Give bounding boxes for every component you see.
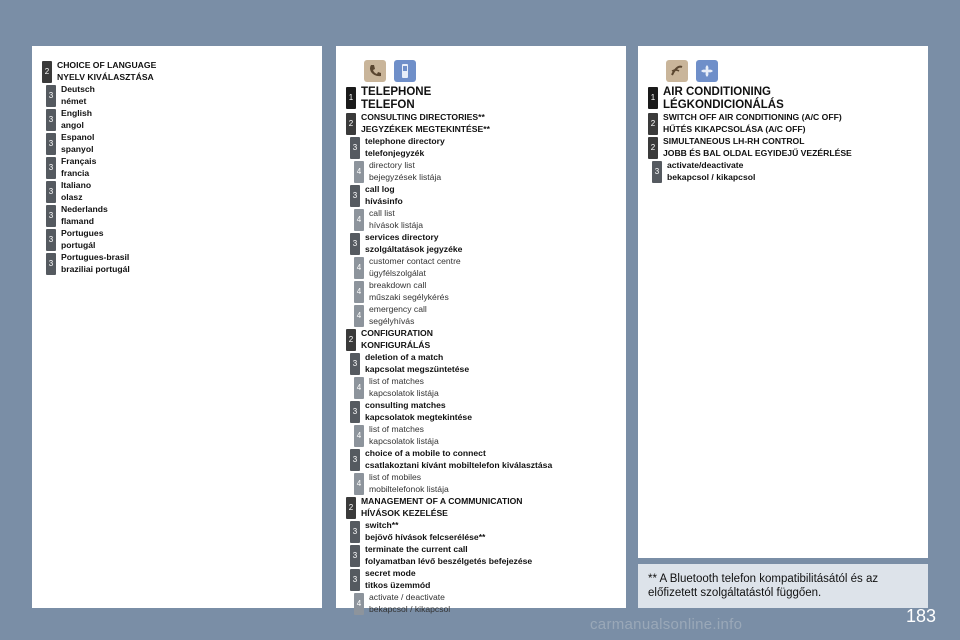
air-conditioning-title xyxy=(648,86,924,111)
air-conditioning-menu-list xyxy=(648,86,924,184)
level-badge: 3 xyxy=(350,521,360,543)
level-badge: 2 xyxy=(346,113,356,135)
menu-panel-language xyxy=(32,46,322,608)
level-badge: 3 xyxy=(46,133,56,155)
item-label-hu: bejövő hívások felcserélése** xyxy=(365,531,486,542)
level-badge: 3 xyxy=(350,449,360,471)
menu-item[interactable] xyxy=(346,496,622,519)
item-label-hu: flamand xyxy=(61,215,94,226)
item-label-en: switch** xyxy=(365,520,399,530)
menu-item[interactable] xyxy=(42,60,318,83)
menu-item[interactable] xyxy=(46,156,318,179)
item-label-hu: bekapcsol / kikapcsol xyxy=(369,603,451,614)
level-badge: 4 xyxy=(354,257,364,279)
level-badge: 3 xyxy=(350,233,360,255)
menu-item[interactable] xyxy=(354,160,622,183)
title-en: AIR CONDITIONING xyxy=(663,86,771,98)
item-label-hu: hívások listája xyxy=(369,219,423,230)
menu-item[interactable] xyxy=(354,592,622,615)
level-badge: 4 xyxy=(354,593,364,615)
item-label-en: call log xyxy=(365,184,395,194)
menu-item[interactable] xyxy=(346,328,622,351)
menu-item[interactable] xyxy=(350,184,622,207)
level-badge: 3 xyxy=(350,545,360,567)
item-label-en: directory list xyxy=(369,160,415,170)
item-label-hu: olasz xyxy=(61,191,83,202)
level-badge: 2 xyxy=(346,497,356,519)
level-badge: 4 xyxy=(354,161,364,183)
telephone-title xyxy=(346,86,622,111)
item-label-hu: HŰTÉS KIKAPCSOLÁSA (A/C OFF) xyxy=(663,123,806,134)
item-label-hu: bekapcsol / kikapcsol xyxy=(667,171,756,182)
item-label-en: Deutsch xyxy=(61,84,95,94)
menu-item[interactable] xyxy=(354,280,622,303)
title-hu: LÉGKONDICIONÁLÁS xyxy=(663,98,784,111)
title-hu: TELEFON xyxy=(361,98,415,111)
item-label-hu: segélyhívás xyxy=(369,315,415,326)
item-label-en: SIMULTANEOUS LH-RH CONTROL xyxy=(663,136,805,146)
menu-item[interactable] xyxy=(46,84,318,107)
item-label-en: SWITCH OFF AIR CONDITIONING (A/C OFF) xyxy=(663,112,842,122)
menu-item[interactable] xyxy=(354,472,622,495)
item-label-en: CONFIGURATION xyxy=(361,328,433,338)
level-badge: 4 xyxy=(354,425,364,447)
item-label-en: breakdown call xyxy=(369,280,427,290)
item-label-en: emergency call xyxy=(369,304,427,314)
menu-item[interactable] xyxy=(46,252,318,275)
menu-item[interactable] xyxy=(46,204,318,227)
item-label-hu: hívásinfo xyxy=(365,195,403,206)
menu-item[interactable] xyxy=(354,424,622,447)
menu-item[interactable] xyxy=(46,108,318,131)
item-label-hu: spanyol xyxy=(61,143,94,154)
item-label-en: Portugues xyxy=(61,228,104,238)
item-label-hu: német xyxy=(61,95,87,106)
item-label-en: Espanol xyxy=(61,132,95,142)
page-number: 183 xyxy=(905,606,936,626)
menu-item[interactable] xyxy=(354,256,622,279)
item-label-hu: kapcsolatok listája xyxy=(369,387,439,398)
level-badge: 4 xyxy=(354,305,364,327)
phone-handset-icon xyxy=(364,60,386,82)
title-en: TELEPHONE xyxy=(361,86,432,98)
mobile-phone-icon xyxy=(394,60,416,82)
item-label-en: secret mode xyxy=(365,568,416,578)
item-label-hu: KONFIGURÁLÁS xyxy=(361,339,431,350)
item-label-en: call list xyxy=(369,208,395,218)
item-label-hu: portugál xyxy=(61,239,96,250)
menu-item[interactable] xyxy=(46,228,318,251)
item-label-en: list of matches xyxy=(369,424,424,434)
level-badge: 3 xyxy=(350,401,360,423)
level-badge: 3 xyxy=(46,85,56,107)
level-badge: 2 xyxy=(346,329,356,351)
level-badge: 3 xyxy=(46,229,56,251)
menu-panel-air-conditioning xyxy=(638,46,928,558)
item-label-en: choice of a mobile to connect xyxy=(365,448,486,458)
item-label-hu: ügyfélszolgálat xyxy=(369,267,426,278)
menu-item[interactable] xyxy=(350,568,622,591)
level-badge: 4 xyxy=(354,281,364,303)
menu-item[interactable] xyxy=(350,544,622,567)
level-badge: 3 xyxy=(350,185,360,207)
item-label-hu: kapcsolatok megtekintése xyxy=(365,411,472,422)
level-badge: 3 xyxy=(46,205,56,227)
item-label-hu: műszaki segélykérés xyxy=(369,291,449,302)
level-badge: 3 xyxy=(350,353,360,375)
level-badge: 2 xyxy=(42,61,52,83)
item-label-en: Français xyxy=(61,156,97,166)
level-badge: 3 xyxy=(46,109,56,131)
item-label-en: Portugues-brasil xyxy=(61,252,130,262)
item-label-hu: bejegyzések listája xyxy=(369,171,442,182)
climate-air-icon xyxy=(666,60,688,82)
item-label-en: CHOICE OF LANGUAGE xyxy=(57,60,157,70)
item-label-hu: csatlakoztani kívánt mobiltelefon kiválasztása xyxy=(365,459,553,470)
item-label-hu: titkos üzemmód xyxy=(365,579,431,590)
menu-item[interactable] xyxy=(46,132,318,155)
menu-panel-telephone xyxy=(336,46,626,614)
climate-fan-icon xyxy=(696,60,718,82)
menu-item[interactable] xyxy=(46,180,318,203)
air-conditioning-icons xyxy=(666,60,718,82)
item-label-hu: szolgáltatások jegyzéke xyxy=(365,243,463,254)
item-label-en: telephone directory xyxy=(365,136,445,146)
level-badge: 3 xyxy=(46,253,56,275)
item-label-en: deletion of a match xyxy=(365,352,444,362)
menu-item[interactable] xyxy=(350,232,622,255)
menu-item[interactable] xyxy=(350,400,622,423)
item-label-en: customer contact centre xyxy=(369,256,461,266)
item-label-hu: angol xyxy=(61,119,84,130)
telephone-menu-list xyxy=(346,86,622,616)
item-label-en: activate/deactivate xyxy=(667,160,744,170)
item-label-hu: mobiltelefonok listája xyxy=(369,483,449,494)
item-label-en: list of mobiles xyxy=(369,472,422,482)
level-badge: 4 xyxy=(354,209,364,231)
item-label-hu: telefonjegyzék xyxy=(365,147,425,158)
item-label-en: CONSULTING DIRECTORIES** xyxy=(361,112,485,122)
level-badge: 2 xyxy=(648,113,658,135)
level-badge: 3 xyxy=(350,569,360,591)
item-label-hu: JOBB ÉS BAL OLDAL EGYIDEJŰ VEZÉRLÉSE xyxy=(663,147,852,158)
item-label-en: terminate the current call xyxy=(365,544,468,554)
menu-item[interactable] xyxy=(652,160,924,183)
menu-item[interactable] xyxy=(350,520,622,543)
item-label-hu: kapcsolatok listája xyxy=(369,435,439,446)
menu-item[interactable] xyxy=(354,376,622,399)
item-label-en: English xyxy=(61,108,93,118)
menu-item[interactable] xyxy=(648,136,924,159)
menu-item[interactable] xyxy=(350,448,622,471)
item-label-en: services directory xyxy=(365,232,439,242)
footnote-text: ** A Bluetooth telefon kompatibilitásától és az előfizetett szolgáltatástól függően. xyxy=(648,573,879,599)
item-label-hu: braziliai portugál xyxy=(61,263,130,274)
level-badge: 4 xyxy=(354,377,364,399)
menu-item[interactable] xyxy=(350,136,622,159)
item-label-en: Nederlands xyxy=(61,204,108,214)
menu-item[interactable] xyxy=(354,304,622,327)
menu-item[interactable] xyxy=(346,112,622,135)
item-label-en: activate / deactivate xyxy=(369,592,445,602)
item-label-en: Italiano xyxy=(61,180,92,190)
level-badge: 1 xyxy=(346,87,356,109)
item-label-hu: HÍVÁSOK KEZELÉSE xyxy=(361,507,448,518)
level-badge: 3 xyxy=(46,181,56,203)
item-label-en: consulting matches xyxy=(365,400,446,410)
language-menu-list xyxy=(42,60,318,276)
level-badge: 3 xyxy=(350,137,360,159)
menu-item[interactable] xyxy=(354,208,622,231)
telephone-icons xyxy=(364,60,416,82)
item-label-en: MANAGEMENT OF A COMMUNICATION xyxy=(361,496,523,506)
item-label-hu: kapcsolat megszüntetése xyxy=(365,363,470,374)
footnote xyxy=(638,564,928,608)
menu-item[interactable] xyxy=(350,352,622,375)
level-badge: 4 xyxy=(354,473,364,495)
item-label-hu: NYELV KIVÁLASZTÁSA xyxy=(57,71,154,82)
item-label-hu: folyamatban lévő beszélgetés befejezése xyxy=(365,555,533,566)
level-badge: 3 xyxy=(46,157,56,179)
level-badge: 2 xyxy=(648,137,658,159)
level-badge: 3 xyxy=(652,161,662,183)
item-label-hu: JEGYZÉKEK MEGTEKINTÉSE** xyxy=(361,123,490,134)
level-badge: 1 xyxy=(648,87,658,109)
menu-item[interactable] xyxy=(648,112,924,135)
item-label-en: list of matches xyxy=(369,376,424,386)
watermark: carmanualsonline.info xyxy=(590,616,743,633)
item-label-hu: francia xyxy=(61,167,90,178)
